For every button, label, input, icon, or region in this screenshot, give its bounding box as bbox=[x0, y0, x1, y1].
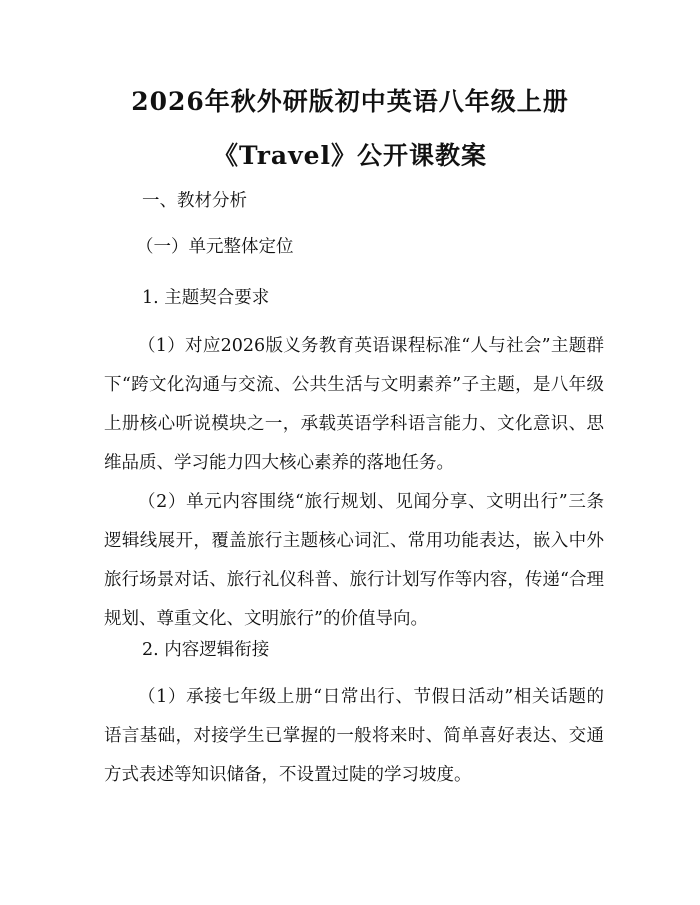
item-heading-content-logic: 2. 内容逻辑衔接 bbox=[142, 640, 270, 660]
paragraph-grade7-connection: （1）承接七年级上册“日常出行、节假日活动”相关话题的语言基础，对接学生已掌握的一般将来时、简单喜好表达、交通方式表述等知识储备，不设置过陡的学习坡度。 bbox=[104, 687, 604, 785]
document-title-line2: 《Travel》公开课教案 bbox=[212, 141, 488, 170]
document-title-line1: 2026年秋外研版初中英语八年级上册 bbox=[131, 87, 569, 116]
section-heading-textbook-analysis: 一、教材分析 bbox=[142, 191, 247, 211]
item-heading-theme-requirements: 1. 主题契合要求 bbox=[142, 288, 270, 308]
paragraph-unit-content: （2）单元内容围绕“旅行规划、见闻分享、文明出行”三条逻辑线展开，覆盖旅行主题核心词汇、常用功能表达，嵌入中外旅行场景对话、旅行礼仪科普、旅行计划写作等内容，传递“合理规划、尊重文化、文明旅行”的价值导向。 bbox=[104, 492, 604, 629]
paragraph-curriculum-standard: （1）对应2026版义务教育英语课程标准“人与社会”主题群下“跨文化沟通与交流、公共生活与文明素养”子主题，是八年级上册核心听说模块之一，承载英语学科语言能力、文化意识、思维品质、学习能力四大核心素养的落地任务。 bbox=[104, 336, 604, 473]
subsection-heading-unit-positioning: （一）单元整体定位 bbox=[136, 237, 294, 257]
